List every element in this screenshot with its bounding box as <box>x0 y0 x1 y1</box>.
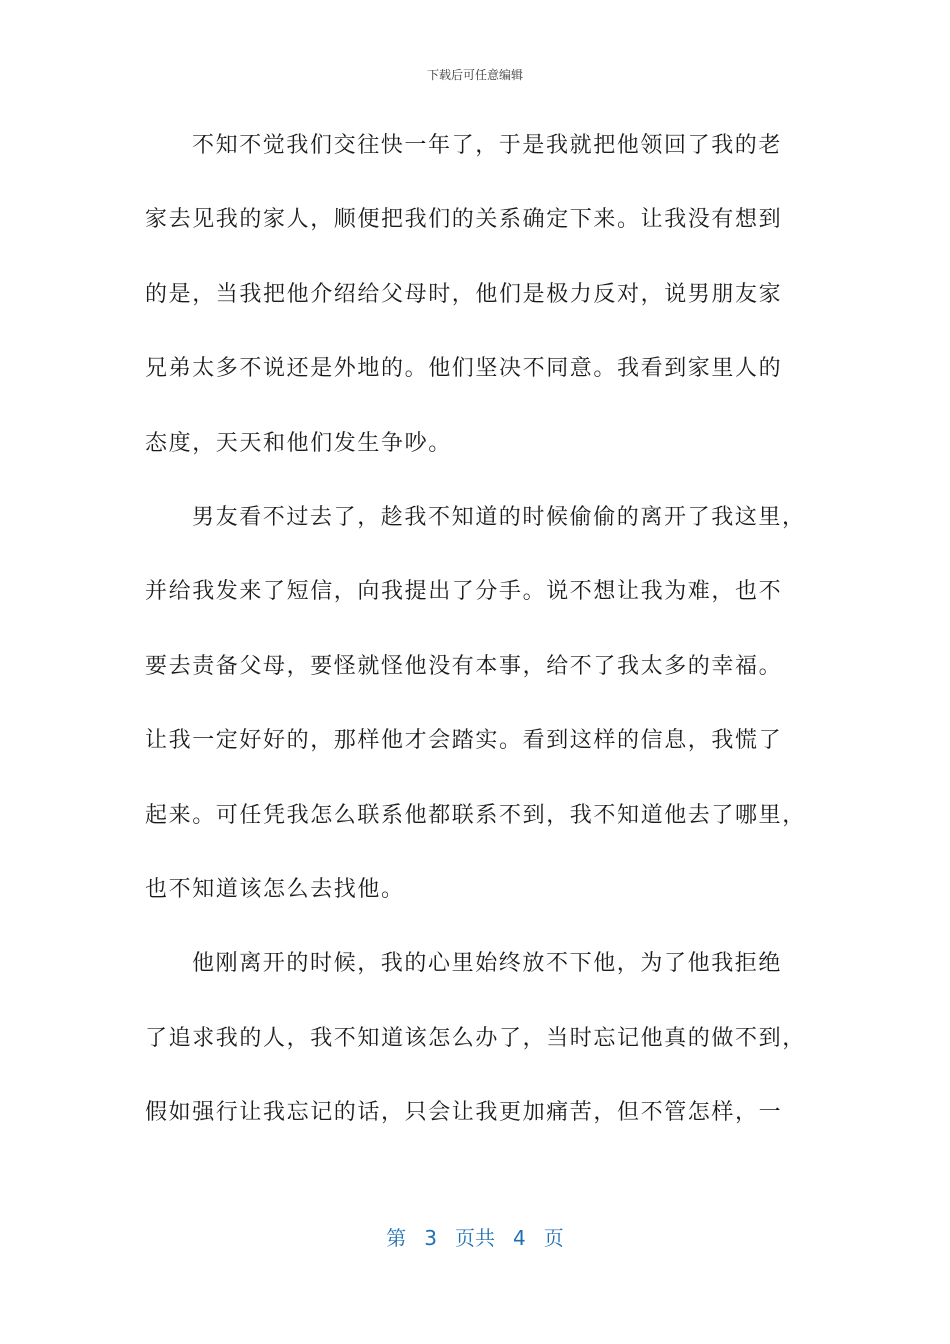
paragraph-2 <box>145 481 805 927</box>
paragraph-3 <box>145 927 805 1150</box>
page-label-mid: 页共 <box>455 1226 495 1250</box>
text-line: 要去责备父母，要怪就怪他没有本事，给不了我太多的幸福。 <box>145 653 783 679</box>
page-label-suffix: 页 <box>543 1226 564 1250</box>
text-line: 起来。可任凭我怎么联系他都联系不到，我不知道他去了哪里， <box>145 802 806 828</box>
header-text: 下载后可任意编辑 <box>426 68 523 82</box>
paragraph-1 <box>145 109 805 481</box>
text-line: 也不知道该怎么去找他。 <box>145 876 405 902</box>
document-body <box>145 109 805 1150</box>
page-footer <box>0 1226 950 1250</box>
text-line: 并给我发来了短信，向我提出了分手。说不想让我为难，也不 <box>145 579 783 605</box>
total-pages-number: 4 <box>513 1226 526 1250</box>
text-line: 假如强行让我忘记的话，只会让我更加痛苦，但不管怎样，一 <box>145 1100 783 1126</box>
text-line: 兄弟太多不说还是外地的。他们坚决不同意。我看到家里人的 <box>145 356 783 382</box>
page-header <box>0 68 950 82</box>
text-line: 态度，天天和他们发生争吵。 <box>145 430 452 456</box>
current-page-number: 3 <box>424 1226 437 1250</box>
text-line: 不知不觉我们交往快一年了，于是我就把他领回了我的老 <box>192 133 783 158</box>
text-line: 男友看不过去了，趁我不知道的时候偷偷的离开了我这里， <box>192 504 806 530</box>
text-line: 的是，当我把他介绍给父母时，他们是极力反对，说男朋友家 <box>145 281 783 307</box>
text-line: 他刚离开的时候，我的心里始终放不下他，为了他我拒绝 <box>192 951 783 977</box>
text-line: 让我一定好好的，那样他才会踏实。看到这样的信息，我慌了 <box>145 728 783 754</box>
text-line: 了追求我的人，我不知道该怎么办了，当时忘记他真的做不到， <box>145 1025 806 1051</box>
text-line: 家去见我的家人，顺便把我们的关系确定下来。让我没有想到 <box>145 207 783 233</box>
page-label-prefix: 第 <box>386 1226 407 1250</box>
